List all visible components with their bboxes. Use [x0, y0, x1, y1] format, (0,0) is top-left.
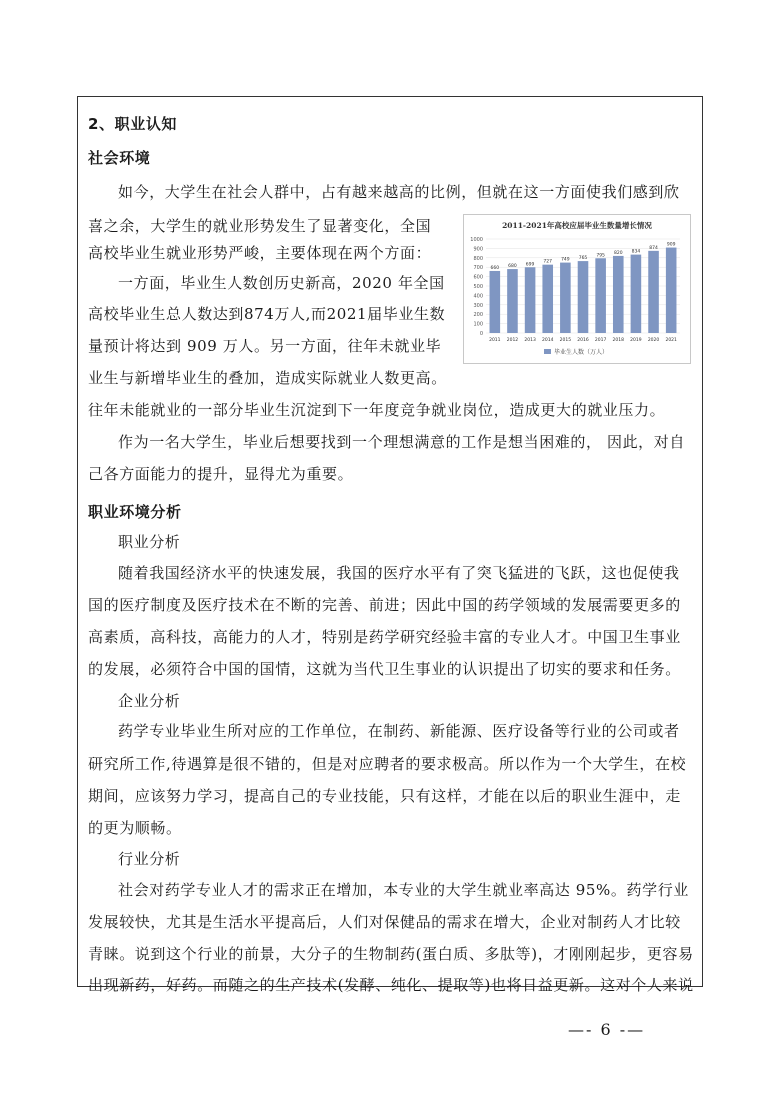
x-tick-label: 2020 — [647, 338, 660, 343]
x-tick-label: 2018 — [612, 338, 624, 343]
y-tick-label: 600 — [473, 274, 483, 281]
subheading-career-analysis: 职业分析 — [118, 533, 181, 551]
data-label: 874 — [649, 245, 658, 251]
x-tick-label: 2017 — [594, 338, 607, 343]
legend-label: 毕业生人数（万人） — [554, 349, 609, 356]
paragraph-line: 往年未能就业的一部分毕业生沉淀到下一年度竞争就业岗位，造成更大的就业压力。 — [88, 401, 666, 419]
paragraph-line: 业生与新增毕业生的叠加，造成实际就业人数更高。 — [88, 369, 447, 387]
data-label: 660 — [490, 265, 500, 271]
paragraph-line: 出现新药，好药。而随之的生产技术(发酵、纯化、提取等)也将日益更新。这对个人来说 — [88, 976, 694, 994]
bar — [578, 261, 589, 333]
paragraph-line: 的更为顺畅。 — [88, 819, 182, 837]
x-tick-label: 2012 — [506, 338, 519, 343]
y-tick-label: 400 — [473, 293, 483, 300]
x-tick-label: 2016 — [577, 338, 589, 343]
paragraph-line: 如今，大学生在社会人群中，占有越来越高的比例，但就在这一方面使我们感到欣 — [118, 183, 680, 201]
page-number: —- 6 -— — [568, 1020, 646, 1039]
y-tick-label: 1000 — [470, 237, 483, 243]
y-tick-label: 0 — [479, 331, 483, 337]
paragraph-line: 一方面，毕业生人数创历史新高，2020 年全国 — [118, 274, 445, 292]
y-tick-label: 500 — [473, 284, 483, 290]
data-label: 727 — [543, 259, 553, 265]
y-tick-label: 700 — [473, 265, 483, 272]
paragraph-line: 作为一名大学生，毕业后想要找到一个理想满意的工作是想当困难的， 因此，对自 — [118, 433, 685, 451]
x-tick-label: 2013 — [524, 338, 536, 343]
paragraph-line: 量预计将达到 909 万人。另一方面，往年未就业毕 — [88, 337, 442, 355]
paragraph-line: 的发展，必须符合中国的国情，这就为当代卫生事业的认识提出了切实的要求和任务。 — [88, 660, 681, 678]
career-heading: 职业环境分析 — [88, 503, 182, 521]
bar — [648, 251, 659, 333]
y-tick-label: 900 — [473, 246, 483, 253]
x-tick-label: 2021 — [665, 338, 677, 343]
section-title: 2、职业认知 — [88, 115, 178, 133]
data-label: 820 — [613, 250, 623, 256]
data-label: 834 — [631, 249, 641, 255]
graduates-bar-chart — [463, 214, 691, 364]
bar — [542, 265, 553, 333]
bar — [490, 271, 501, 333]
data-label: 680 — [508, 264, 517, 270]
bar — [631, 255, 642, 333]
chart-title: 2011-2021年高校应届毕业生数量增长情况 — [502, 221, 652, 230]
bar — [560, 263, 571, 333]
bar — [525, 267, 536, 333]
x-tick-label: 2014 — [542, 338, 554, 343]
paragraph-line: 喜之余，大学生的就业形势发生了显著变化，全国 — [88, 217, 432, 235]
chart-svg — [464, 215, 690, 363]
paragraph-line: 社会对药学专业人才的需求正在增加，本专业的大学生就业率高达 95%。药学行业 — [118, 881, 689, 899]
paragraph-line: 己各方面能力的提升，显得尤为重要。 — [88, 465, 354, 483]
data-label: 909 — [666, 242, 676, 248]
paragraph-line: 高素质，高科技，高能力的人才，特别是药学研究经验丰富的专业人才。中国卫生事业 — [88, 628, 681, 646]
paragraph-line: 药学专业毕业生所对应的工作单位，在制药、新能源、医疗设备等行业的公司或者 — [118, 722, 680, 740]
paragraph-line: 期间，应该努力学习，提高自己的专业技能，只有这样，才能在以后的职业生涯中，走 — [88, 787, 681, 805]
bar — [666, 248, 677, 333]
bar — [613, 256, 624, 333]
x-tick-label: 2011 — [489, 338, 501, 343]
paragraph-line: 国的医疗制度及医疗技术在不断的完善、前进；因此中国的药学领域的发展需要更多的 — [88, 596, 681, 614]
bar — [595, 258, 606, 333]
data-label: 795 — [596, 253, 605, 259]
subheading-industry-analysis: 行业分析 — [118, 850, 181, 868]
data-label: 749 — [561, 257, 570, 263]
y-tick-label: 100 — [473, 321, 483, 328]
paragraph-line: 高校毕业生就业形势严峻，主要体现在两个方面： — [88, 244, 432, 262]
paragraph-line: 随着我国经济水平的快速发展，我国的医疗水平有了突飞猛进的飞跃，这也促使我 — [118, 564, 680, 582]
bar — [507, 269, 518, 333]
y-tick-label: 200 — [473, 312, 483, 319]
x-tick-label: 2015 — [559, 338, 572, 343]
data-label: 699 — [525, 262, 535, 268]
y-tick-label: 800 — [473, 255, 483, 262]
paragraph-line: 发展较快，尤其是生活水平提高后，人们对保健品的需求在增大，企业对制药人才比较 — [88, 913, 681, 931]
x-tick-label: 2019 — [630, 338, 642, 343]
paragraph-line: 研究所工作,待遇算是很不错的，但是对应聘者的要求极高。所以作为一个大学生，在校 — [88, 755, 687, 773]
paragraph-line: 青睐。说到这个行业的前景，大分子的生物制药(蛋白质、多肽等)，才刚刚起步，更容易 — [88, 945, 694, 963]
paragraph-line: 高校毕业生总人数达到874万人,而2021届毕业生数 — [88, 305, 446, 323]
legend-swatch — [544, 349, 551, 354]
subheading-enterprise-analysis: 企业分析 — [118, 692, 181, 710]
data-label: 765 — [578, 256, 588, 262]
chart-plot — [470, 237, 680, 343]
social-heading: 社会环境 — [88, 149, 151, 167]
y-tick-label: 300 — [473, 302, 483, 309]
